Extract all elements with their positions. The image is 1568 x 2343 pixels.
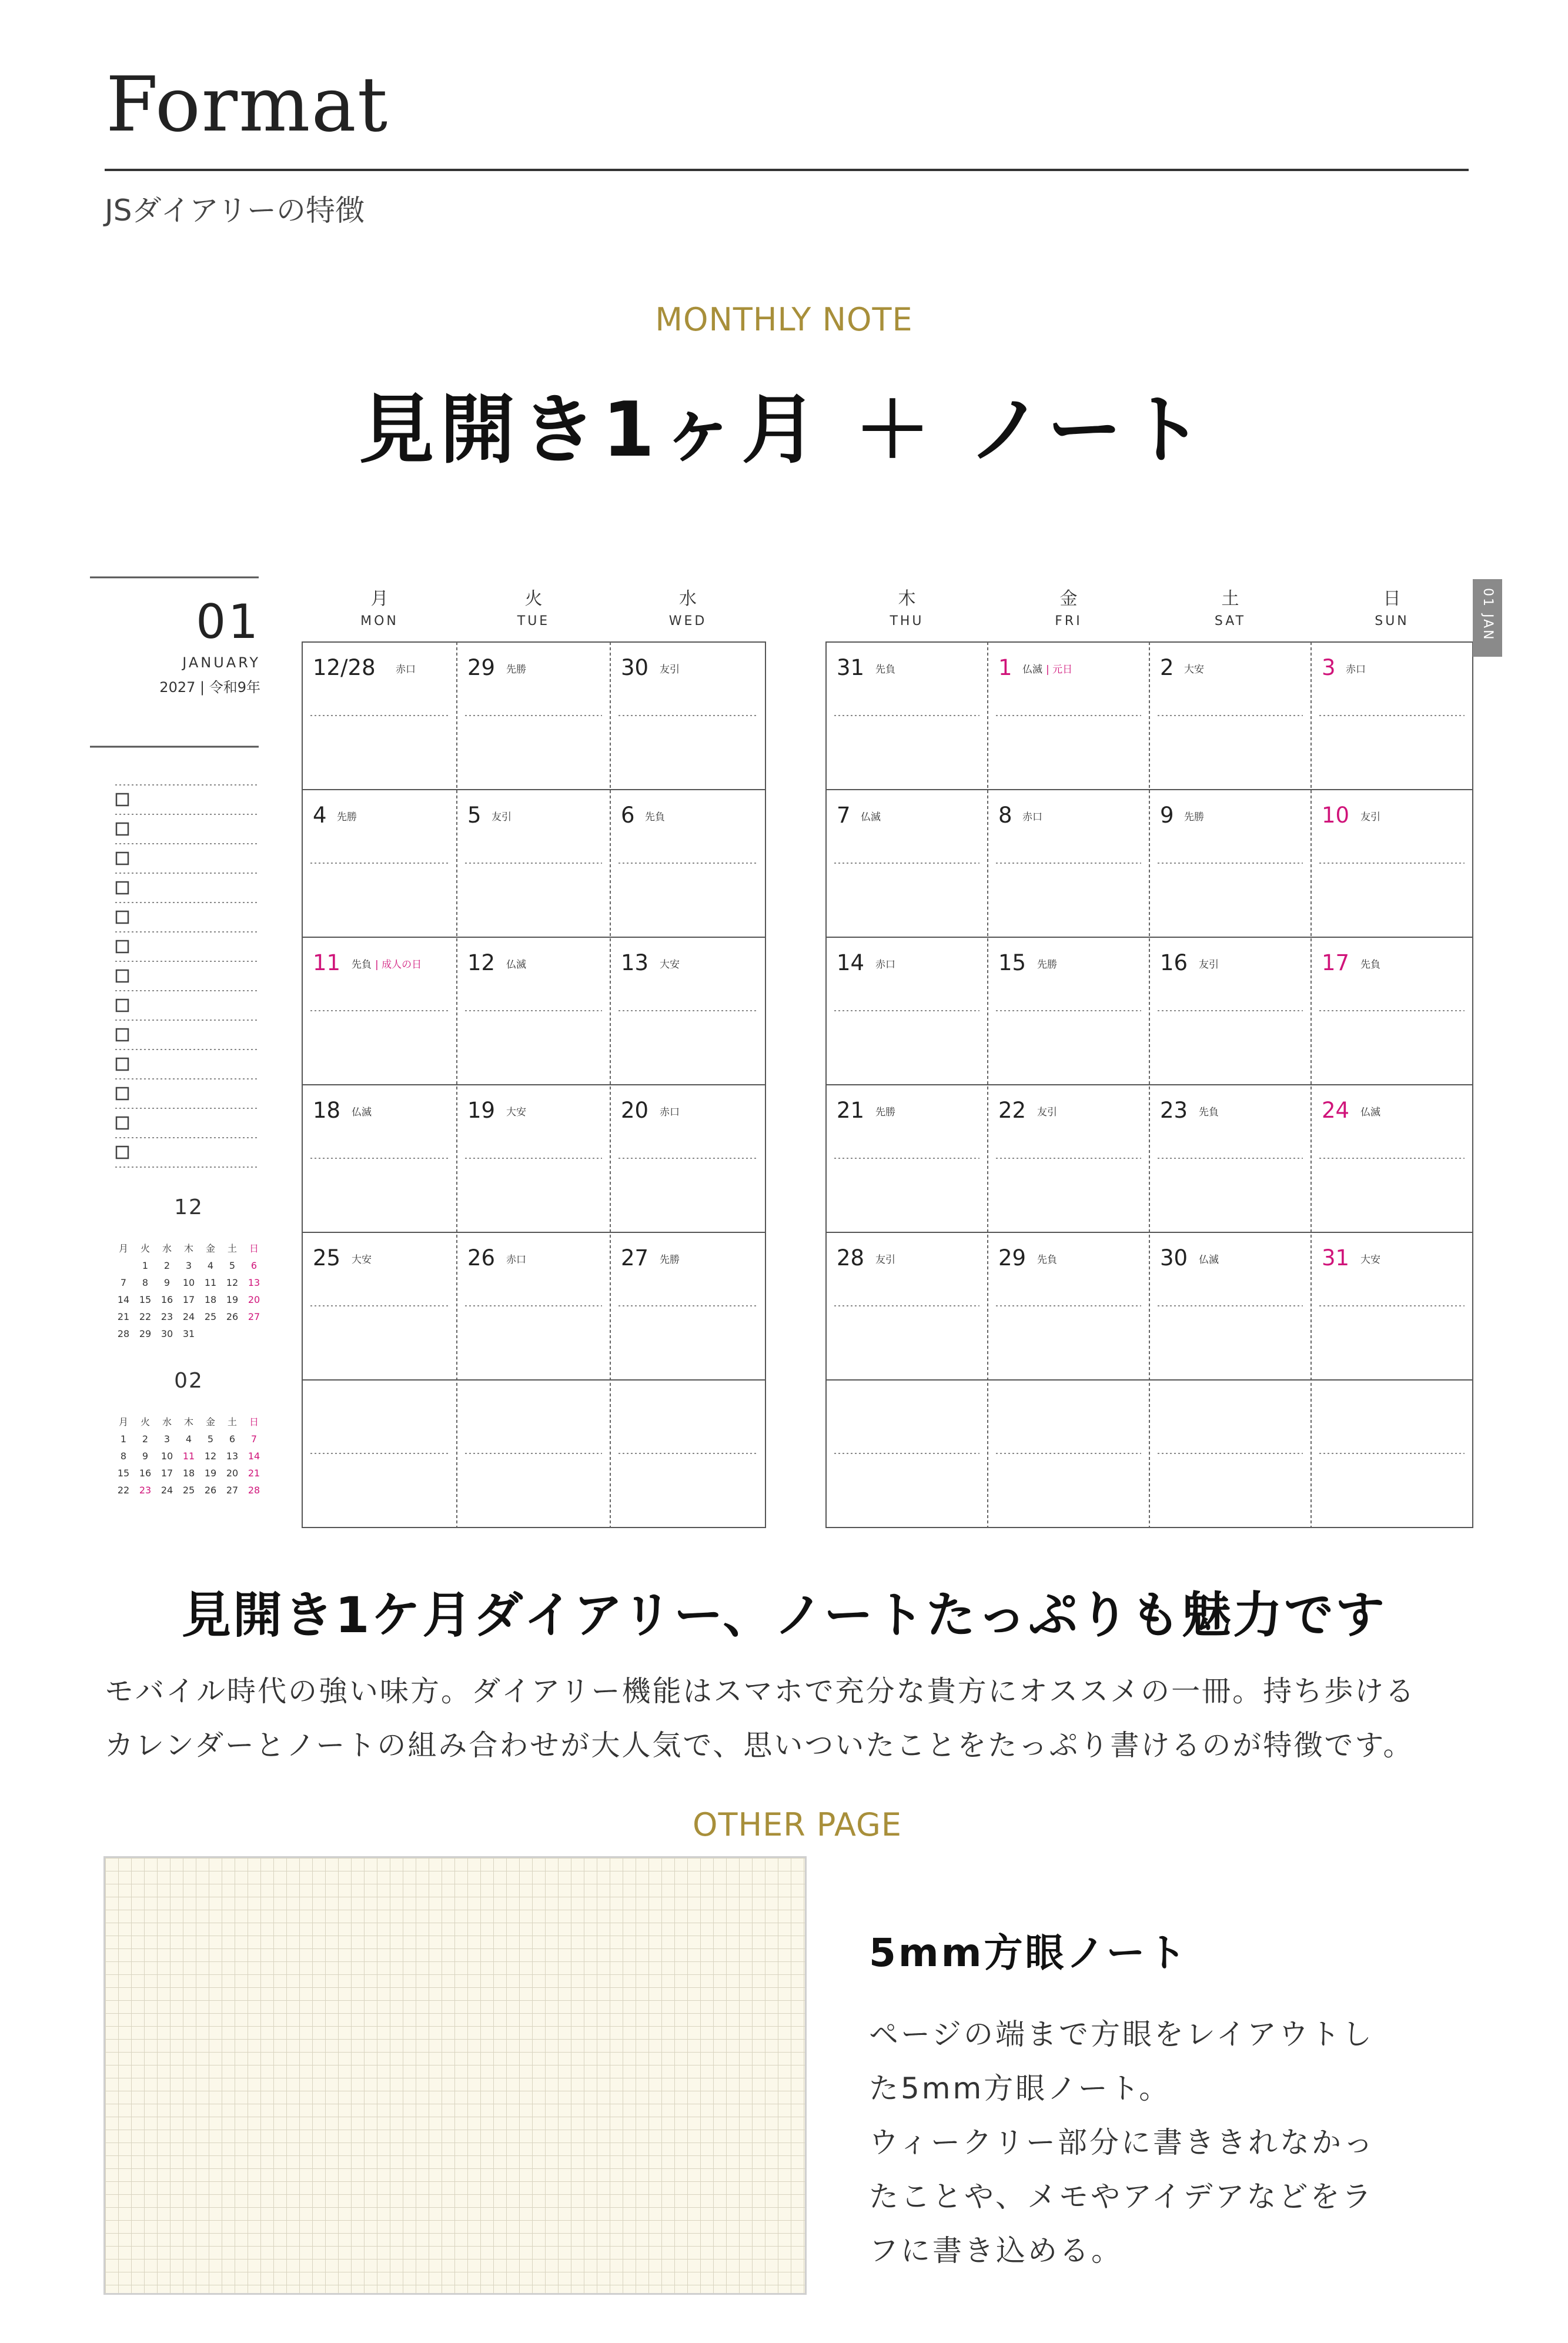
mini-calendar-weekday: 木	[183, 1243, 194, 1254]
day-number: 12/28	[313, 655, 376, 680]
todo-checkbox-icon	[116, 911, 128, 923]
mini-calendar-day: 14	[248, 1450, 260, 1462]
weekday-header-en: SAT	[1214, 614, 1246, 629]
day-number: 11	[313, 950, 341, 975]
mini-calendar-day: 8	[120, 1450, 127, 1462]
mini-calendar-day: 7	[250, 1433, 258, 1445]
weekday-header-jp: 木	[898, 589, 916, 609]
day-number: 14	[837, 950, 865, 975]
feature-description-line-1: モバイル時代の強い味方。ダイアリー機能はスマホで充分な貴方にオススメの一冊。持ち歩ける	[105, 1674, 1416, 1708]
mini-calendar-weekday: 水	[162, 1416, 172, 1428]
grid-note-text-line: フに書き込める。	[869, 2234, 1123, 2268]
mini-calendar-day: 13	[226, 1450, 239, 1462]
day-number: 26	[467, 1245, 496, 1271]
rokuyo-label: 先勝	[875, 1107, 895, 1118]
holiday-name: | 成人の日	[375, 959, 422, 971]
day-number: 3	[1322, 655, 1336, 680]
rokuyo-label: 大安	[506, 1107, 526, 1118]
mini-calendar-day: 11	[182, 1450, 195, 1462]
weekday-header-en: SUN	[1375, 614, 1409, 629]
mini-calendar-day: 18	[182, 1468, 195, 1479]
mini-calendar-weekday: 木	[183, 1416, 194, 1428]
rokuyo-label: 赤口	[1346, 664, 1366, 676]
mini-calendar-day: 19	[204, 1468, 217, 1479]
rokuyo-label: 友引	[1360, 811, 1380, 823]
mini-calendar-day: 14	[117, 1294, 130, 1305]
rokuyo-label: 先勝	[337, 811, 357, 823]
mini-calendar-day: 7	[120, 1277, 127, 1288]
mini-calendar-day: 24	[161, 1485, 173, 1496]
weekday-header-en: FRI	[1055, 614, 1082, 629]
rokuyo-label: 先負	[1199, 1107, 1219, 1118]
grid-note-text-line: ウィークリー部分に書ききれなかっ	[869, 2125, 1375, 2160]
day-number: 9	[1160, 803, 1174, 828]
mini-calendar-day: 1	[120, 1433, 127, 1445]
rokuyo-label: 大安	[352, 1254, 372, 1266]
rokuyo-label: 赤口	[506, 1254, 526, 1266]
todo-checkbox-icon	[116, 882, 128, 894]
day-number: 29	[998, 1245, 1027, 1271]
day-number: 24	[1322, 1098, 1350, 1123]
day-number: 5	[467, 803, 482, 828]
rokuyo-label: 友引	[492, 811, 511, 823]
mini-calendar-day: 28	[248, 1485, 260, 1496]
mini-calendar-day: 1	[142, 1260, 149, 1271]
mini-calendar-day: 23	[161, 1311, 173, 1322]
mini-calendar-day: 27	[226, 1485, 239, 1496]
mini-calendar-day: 24	[182, 1311, 195, 1322]
mini-calendar-day: 13	[248, 1277, 260, 1288]
weekday-header-jp: 金	[1059, 589, 1078, 609]
mini-calendar-day: 2	[142, 1433, 149, 1445]
rokuyo-label: 友引	[660, 664, 680, 676]
mini-calendar-weekday: 日	[249, 1416, 259, 1428]
mini-calendar-weekday: 日	[249, 1243, 259, 1254]
rokuyo-label: 仏滅	[506, 959, 526, 971]
day-number: 31	[1322, 1245, 1350, 1271]
mini-calendar-day: 20	[248, 1294, 260, 1305]
rokuyo-label: 友引	[1037, 1107, 1057, 1118]
day-number: 22	[998, 1098, 1027, 1123]
todo-checkbox-icon	[116, 1117, 128, 1129]
day-number: 17	[1322, 950, 1350, 975]
mini-calendar-day: 25	[204, 1311, 217, 1322]
mini-calendar-day: 11	[204, 1277, 217, 1288]
mini-calendar-day: 21	[117, 1311, 130, 1322]
mini-calendar-day: 9	[142, 1450, 149, 1462]
rokuyo-label: 先負	[645, 811, 665, 823]
mini-calendar-day: 22	[139, 1311, 152, 1322]
day-number: 12	[467, 950, 496, 975]
mini-calendar-day: 26	[226, 1311, 239, 1322]
other-page-label: OTHER PAGE	[693, 1806, 902, 1843]
mini-calendar-day: 17	[182, 1294, 195, 1305]
mini-calendar-day: 3	[185, 1260, 192, 1271]
rokuyo-label: 仏滅	[861, 811, 881, 823]
month-side-tab-label: 01 JAN	[1480, 588, 1495, 641]
todo-checkbox-icon	[116, 794, 128, 805]
rokuyo-label: 仏滅	[1022, 664, 1042, 676]
mini-calendar-day: 27	[248, 1311, 260, 1322]
rokuyo-label: 先負	[1360, 959, 1380, 971]
day-number: 31	[837, 655, 865, 680]
mini-calendar-day: 31	[182, 1328, 195, 1339]
todo-checkbox-icon	[116, 1000, 128, 1011]
rokuyo-label: 大安	[1360, 1254, 1380, 1266]
day-number: 6	[621, 803, 635, 828]
weekday-header-jp: 日	[1383, 589, 1401, 609]
rokuyo-label: 先勝	[1184, 811, 1204, 823]
day-number: 30	[621, 655, 649, 680]
feature-heading: 見開き1ケ月ダイアリー、ノートたっぷりも魅力です	[181, 1586, 1386, 1644]
rokuyo-label: 先負	[1037, 1254, 1057, 1266]
day-number: 18	[313, 1098, 341, 1123]
day-number: 30	[1160, 1245, 1188, 1271]
mini-calendar-day: 12	[204, 1450, 217, 1462]
day-number: 7	[837, 803, 851, 828]
rokuyo-label: 仏滅	[352, 1107, 372, 1118]
mini-calendar-day: 16	[161, 1294, 173, 1305]
todo-checkbox-icon	[116, 853, 128, 864]
rokuyo-label: 大安	[660, 959, 680, 971]
rokuyo-label: 赤口	[396, 664, 416, 676]
mini-calendar-day: 8	[142, 1277, 149, 1288]
monthly-heading: 見開き1ヶ月 ＋ ノート	[359, 386, 1209, 474]
rokuyo-label: 先負	[352, 959, 372, 971]
mini-calendar-day: 5	[229, 1260, 236, 1271]
mini-calendar-weekday: 土	[227, 1416, 238, 1428]
rokuyo-label: 先負	[875, 664, 895, 676]
mini-calendar-weekday: 火	[140, 1416, 151, 1428]
mini-calendar-day: 18	[204, 1294, 217, 1305]
day-number: 21	[837, 1098, 865, 1123]
grid-note-title: 5mm方眼ノート	[869, 1930, 1189, 1976]
mini-calendar-day: 23	[139, 1485, 152, 1496]
day-number: 25	[313, 1245, 341, 1271]
day-number: 28	[837, 1245, 865, 1271]
todo-checkbox-icon	[116, 1088, 128, 1099]
todo-checkbox-icon	[116, 823, 128, 835]
mini-calendar-day: 5	[207, 1433, 214, 1445]
mini-calendar-day: 2	[163, 1260, 170, 1271]
mini-calendar-day: 19	[226, 1294, 239, 1305]
grid-note-text-line: たことや、メモやアイデアなどをラ	[869, 2180, 1374, 2214]
rokuyo-label: 赤口	[875, 959, 895, 971]
grid-note-text-line: ページの端まで方眼をレイアウトし	[869, 2017, 1374, 2051]
rokuyo-label: 仏滅	[1199, 1254, 1219, 1266]
mini-calendar-label: 12	[174, 1195, 203, 1219]
page-title: Format	[106, 61, 389, 149]
mini-calendar-day: 4	[207, 1260, 214, 1271]
feature-description-line-2: カレンダーとノートの組み合わせが大人気で、思いついたことをたっぷり書けるのが特徴です。	[105, 1729, 1414, 1762]
day-number: 19	[467, 1098, 496, 1123]
year-text: 2027 | 令和9年	[159, 679, 260, 696]
todo-checkbox-icon	[116, 1058, 128, 1070]
mini-calendar-day: 10	[161, 1450, 173, 1462]
mini-calendar-day: 15	[117, 1468, 130, 1479]
mini-calendar-day: 28	[117, 1328, 130, 1339]
mini-calendar-day: 6	[229, 1433, 236, 1445]
mini-calendar-weekday: 水	[162, 1243, 172, 1254]
day-number: 4	[313, 803, 327, 828]
mini-calendar-day: 15	[139, 1294, 152, 1305]
mini-calendar-weekday: 金	[205, 1243, 216, 1254]
rokuyo-label: 友引	[1199, 959, 1219, 971]
rokuyo-label: 仏滅	[1360, 1107, 1380, 1118]
rokuyo-label: 赤口	[660, 1107, 680, 1118]
mini-calendar-day: 6	[250, 1260, 258, 1271]
todo-checkbox-icon	[116, 970, 128, 982]
mini-calendar-weekday: 火	[140, 1243, 151, 1254]
day-number: 15	[998, 950, 1027, 975]
mini-calendar-day: 30	[161, 1328, 173, 1339]
mini-calendar-weekday: 月	[118, 1416, 129, 1428]
mini-calendar-day: 9	[163, 1277, 170, 1288]
grid-note-text-line: た5mm方眼ノート。	[869, 2071, 1171, 2105]
weekday-header-jp: 月	[370, 589, 389, 609]
todo-checkbox-icon	[116, 1029, 128, 1041]
holiday-name: | 元日	[1046, 664, 1073, 676]
mini-calendar-day: 22	[117, 1485, 130, 1496]
rokuyo-label: 大安	[1184, 664, 1204, 676]
rokuyo-label: 赤口	[1022, 811, 1042, 823]
day-number: 27	[621, 1245, 649, 1271]
rokuyo-label: 先勝	[660, 1254, 680, 1266]
mini-calendar-day: 12	[226, 1277, 239, 1288]
mini-calendar-day: 20	[226, 1468, 239, 1479]
mini-calendar-day: 16	[139, 1468, 152, 1479]
weekday-header-en: MON	[360, 614, 399, 629]
page-subtitle: JSダイアリーの特徴	[105, 193, 365, 228]
mini-calendar-day: 25	[182, 1485, 195, 1496]
rokuyo-label: 先勝	[1037, 959, 1057, 971]
weekday-header-en: THU	[890, 614, 924, 629]
mini-calendar-day: 10	[182, 1277, 195, 1288]
day-number: 23	[1160, 1098, 1188, 1123]
mini-calendar-weekday: 土	[227, 1243, 238, 1254]
mini-calendar-day: 26	[204, 1485, 217, 1496]
rokuyo-label: 先勝	[506, 664, 526, 676]
mini-calendar-day: 3	[163, 1433, 170, 1445]
rokuyo-label: 友引	[875, 1254, 895, 1266]
day-number: 16	[1160, 950, 1188, 975]
day-number: 20	[621, 1098, 649, 1123]
day-number: 8	[998, 803, 1012, 828]
weekday-header-jp: 火	[524, 589, 543, 609]
mini-calendar-weekday: 月	[118, 1243, 129, 1254]
mini-calendar-day: 21	[248, 1468, 260, 1479]
month-number: 01	[196, 594, 260, 649]
day-number: 10	[1322, 803, 1350, 828]
day-number: 13	[621, 950, 649, 975]
mini-calendar-label: 02	[174, 1369, 203, 1393]
day-number: 2	[1160, 655, 1174, 680]
month-name: JANUARY	[182, 654, 260, 671]
day-number: 29	[467, 655, 496, 680]
weekday-header-jp: 水	[679, 589, 697, 609]
monthly-note-label: MONTHLY NOTE	[655, 301, 913, 338]
mini-calendar-day: 29	[139, 1328, 152, 1339]
mini-calendar-day: 17	[161, 1468, 173, 1479]
grid-note-sample-image	[103, 1856, 807, 2295]
day-number: 1	[998, 655, 1012, 680]
mini-calendar-weekday: 金	[205, 1416, 216, 1428]
todo-checkbox-icon	[116, 941, 128, 952]
todo-checkbox-icon	[116, 1147, 128, 1158]
weekday-header-en: WED	[668, 614, 707, 629]
mini-calendar-day: 4	[185, 1433, 192, 1445]
weekday-header-jp: 土	[1221, 589, 1239, 609]
weekday-header-en: TUE	[517, 614, 550, 629]
